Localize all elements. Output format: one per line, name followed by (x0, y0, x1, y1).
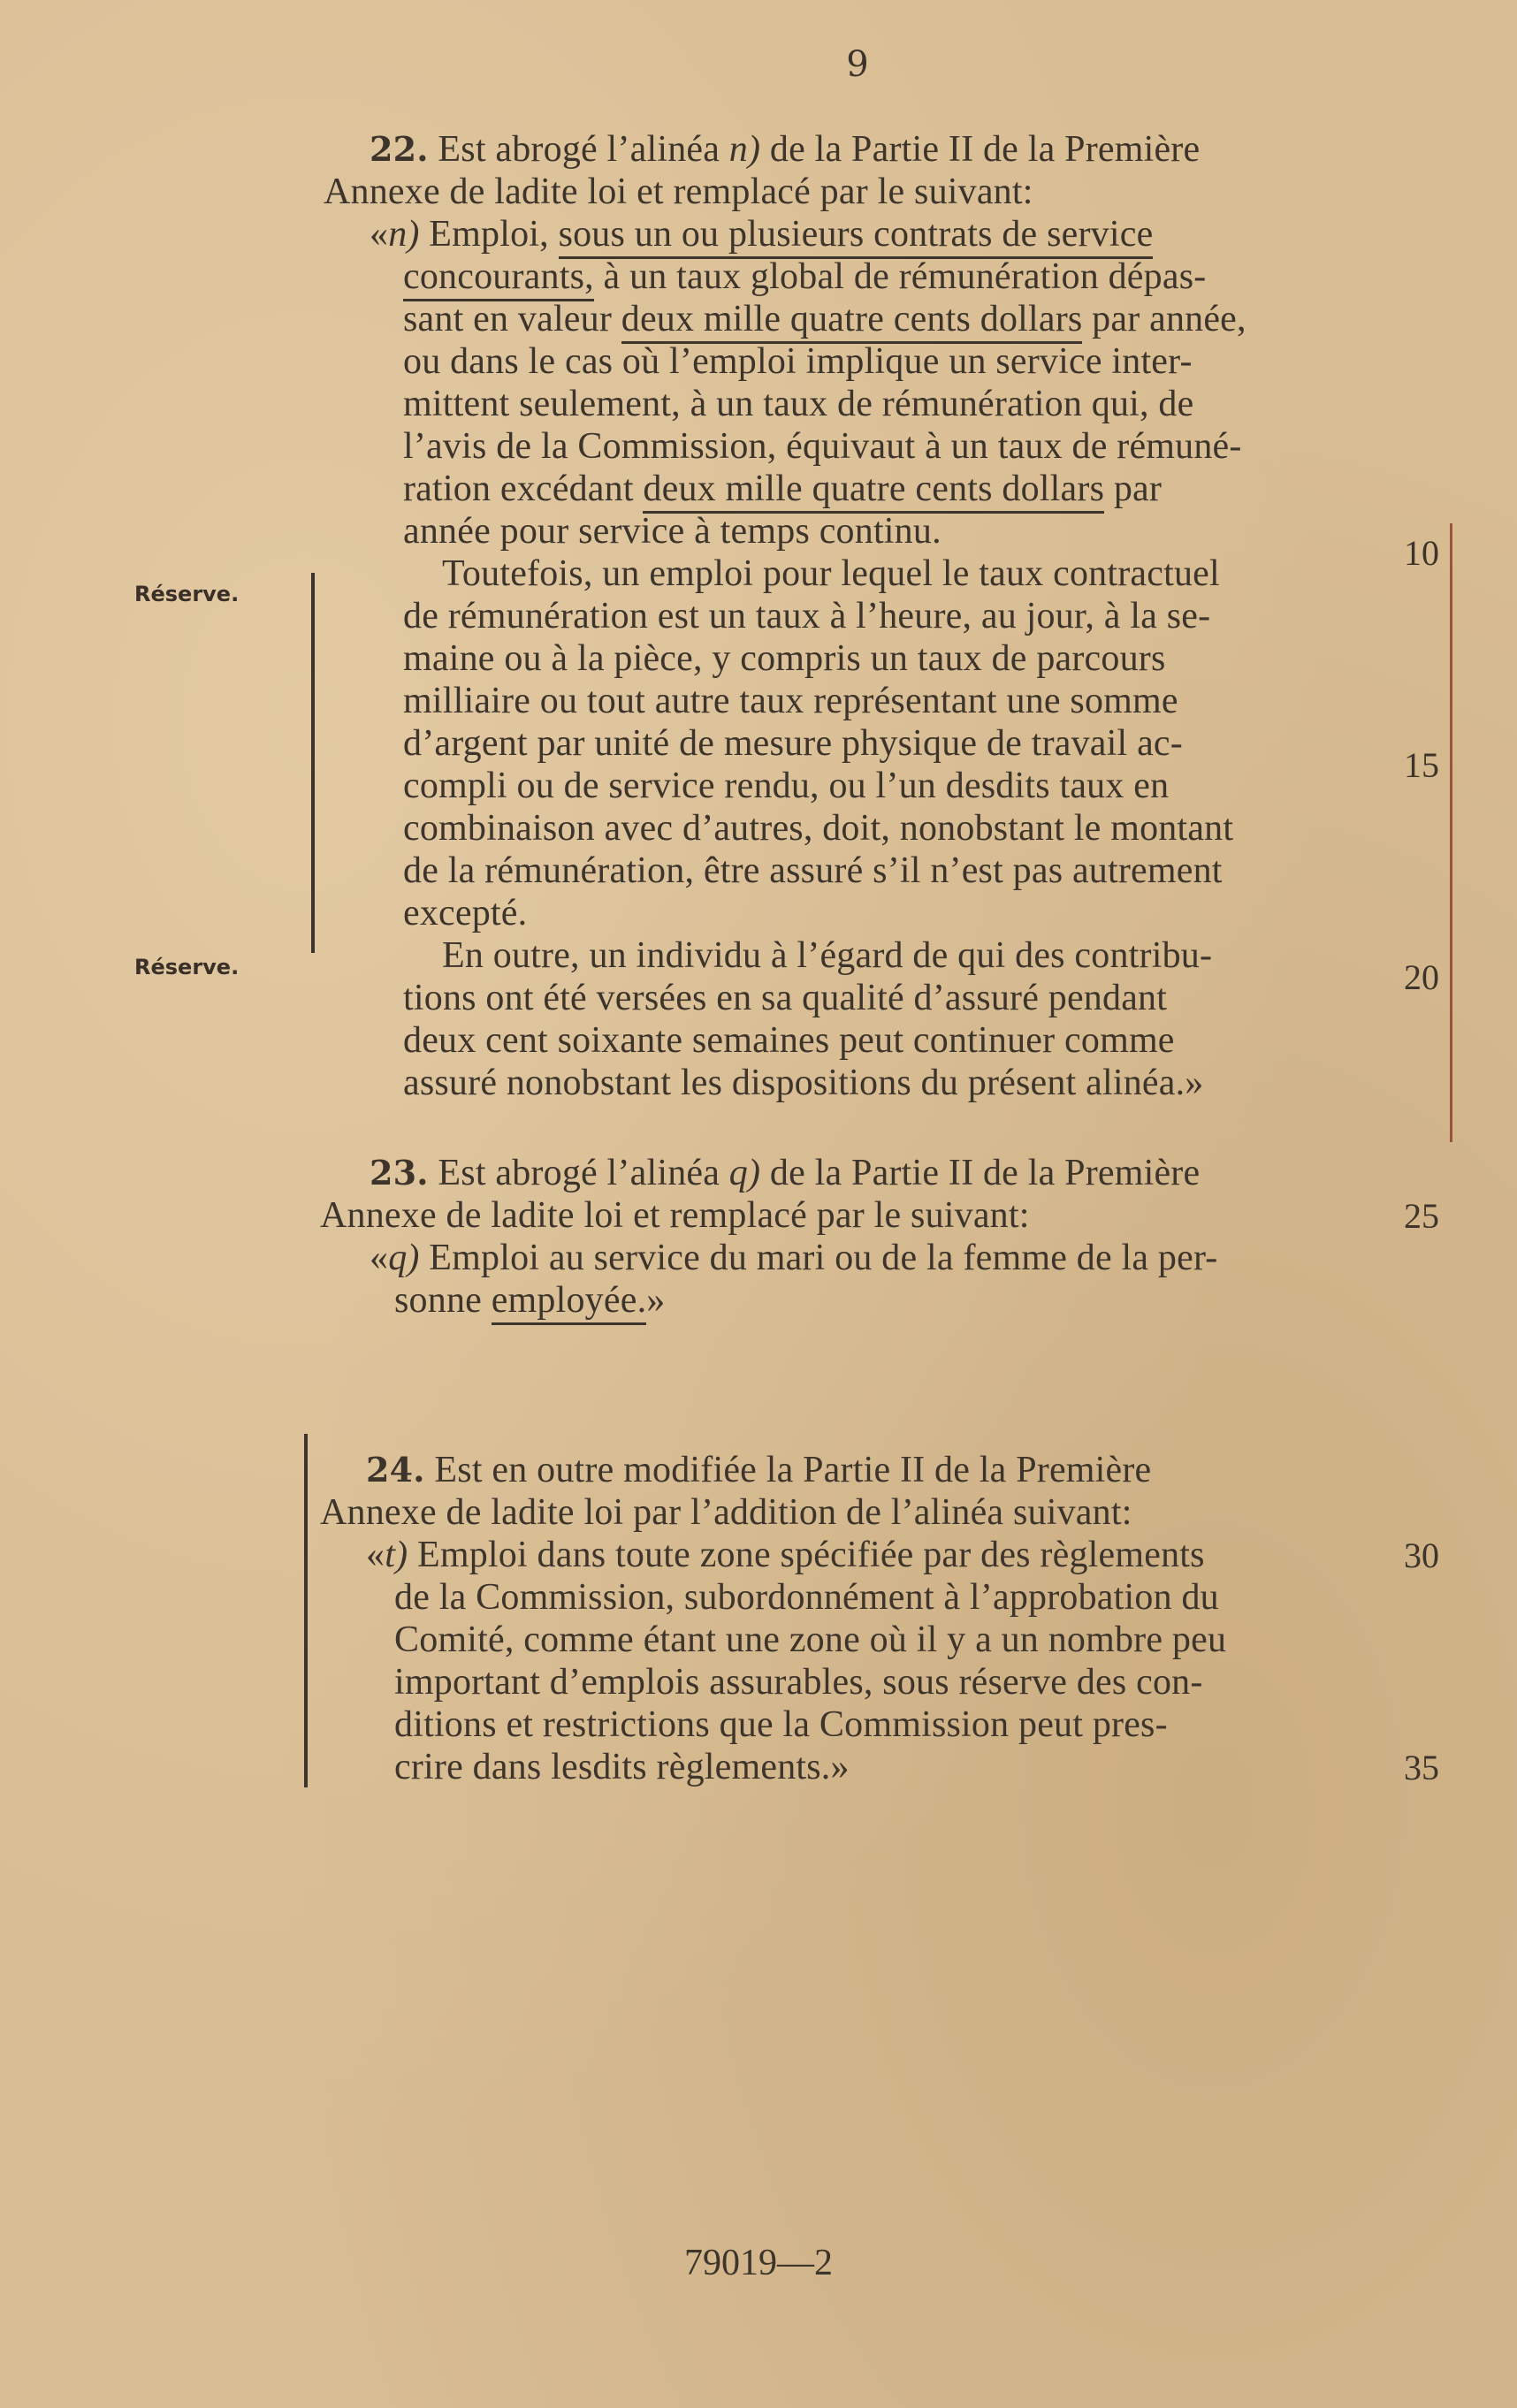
section-24-line-1: 24. Est en outre modifiée la Partie II de la Première (366, 1450, 1152, 1490)
section-24-line-5: Comité, comme étant une zone où il y a un nombre peu (394, 1619, 1227, 1660)
reserve-1-line-8: de la rémunération, être assuré s’il n’est pas autrement (403, 850, 1223, 891)
section-23-line-4: sonne employée.» (394, 1280, 665, 1321)
section-22-line-7: mittent seulement, à un taux de rémunération qui, de (403, 384, 1194, 424)
reserve-2-line-2: tions ont été versées en sa qualité d’assuré pendant (403, 978, 1168, 1018)
reserve-2-line-1: En outre, un individu à l’égard de qui des contribu- (442, 935, 1213, 976)
section-22-line-8: l’avis de la Commission, équivaut à un taux de rémuné- (403, 426, 1242, 467)
section-24-line-7: ditions et restrictions que la Commission peut pres- (394, 1704, 1168, 1745)
section-22-line-10: année pour service à temps continu. (403, 511, 941, 552)
reserve-1-line-3: maine ou à la pièce, y compris un taux de parcours (403, 638, 1166, 679)
underlined-text: deux mille quatre cents dollars (621, 299, 1083, 344)
section-22-line-6: ou dans le cas où l’emploi implique un service inter- (403, 341, 1193, 382)
section-22-line-3: «n) Emploi, sous un ou plusieurs contrats de service (370, 214, 1153, 255)
section-23-line-3: «q) Emploi au service du mari ou de la femme de la per- (370, 1238, 1218, 1278)
line-number-30: 30 (1404, 1535, 1439, 1575)
line-number-25: 25 (1404, 1196, 1439, 1236)
section-24-line-4: de la Commission, subordonnément à l’approbation du (394, 1577, 1219, 1618)
change-bar-left-1 (311, 573, 315, 953)
underlined-text: employée. (492, 1280, 647, 1325)
line-number-15: 15 (1404, 745, 1439, 785)
section-24-line-6: important d’emplois assurables, sous réserve des con- (394, 1662, 1203, 1703)
underlined-text: deux mille quatre cents dollars (643, 469, 1104, 514)
line-number-20: 20 (1404, 957, 1439, 997)
section-24-line-2: Annexe de ladite loi par l’addition de l’alinéa suivant: (320, 1492, 1132, 1533)
footer-code: 79019—2 (684, 2243, 833, 2283)
section-23-line-1: 23. Est abrogé l’alinéa q) de la Partie II de la Première (370, 1153, 1201, 1193)
underlined-text: concourants, (403, 256, 594, 301)
margin-note-reserve-2: Réserve. (134, 955, 240, 979)
section-23-line-2: Annexe de ladite loi et remplacé par le suivant: (320, 1195, 1030, 1236)
reserve-1-line-5: d’argent par unité de mesure physique de travail ac- (403, 723, 1183, 764)
margin-note-reserve-1: Réserve. (134, 582, 240, 606)
page-number: 9 (846, 44, 869, 85)
reserve-1-line-2: de rémunération est un taux à l’heure, au jour, à la se- (403, 596, 1211, 636)
reserve-2-line-4: assuré nonobstant les dispositions du présent alinéa.» (403, 1063, 1204, 1103)
section-22-line-9: ration excédant deux mille quatre cents dollars par (403, 469, 1162, 509)
section-24-number: 24. (366, 1450, 425, 1490)
reserve-2-line-3: deux cent soixante semaines peut continuer comme (403, 1020, 1175, 1061)
reserve-1-line-1: Toutefois, un emploi pour lequel le taux contractuel (442, 553, 1220, 594)
section-22-line-1: 22. Est abrogé l’alinéa n) de la Partie II de la Première (370, 129, 1201, 170)
section-23-number: 23. (370, 1153, 429, 1193)
section-22-line-4: concourants, à un taux global de rémunération dépas- (403, 256, 1206, 297)
section-24-line-3: «t) Emploi dans toute zone spécifiée par des règlements (366, 1535, 1205, 1575)
section-24-line-8: crire dans lesdits règlements.» (394, 1747, 850, 1787)
reserve-1-line-7: combinaison avec d’autres, doit, nonobstant le montant (403, 808, 1234, 849)
reserve-1-line-6: compli ou de service rendu, ou l’un desdits taux en (403, 766, 1170, 806)
line-number-10: 10 (1404, 533, 1439, 573)
margin-rule-right (1450, 523, 1452, 1142)
line-number-35: 35 (1404, 1748, 1439, 1787)
reserve-1-line-4: milliaire ou tout autre taux représentant une somme (403, 681, 1178, 721)
section-22-line-5: sant en valeur deux mille quatre cents dollars par année, (403, 299, 1246, 339)
section-22-number: 22. (370, 129, 429, 169)
section-22-line-2: Annexe de ladite loi et remplacé par le suivant: (324, 171, 1033, 212)
underlined-text: sous un ou plusieurs contrats de service (559, 214, 1154, 259)
change-bar-left-2 (304, 1434, 308, 1787)
reserve-1-line-9: excepté. (403, 893, 528, 933)
